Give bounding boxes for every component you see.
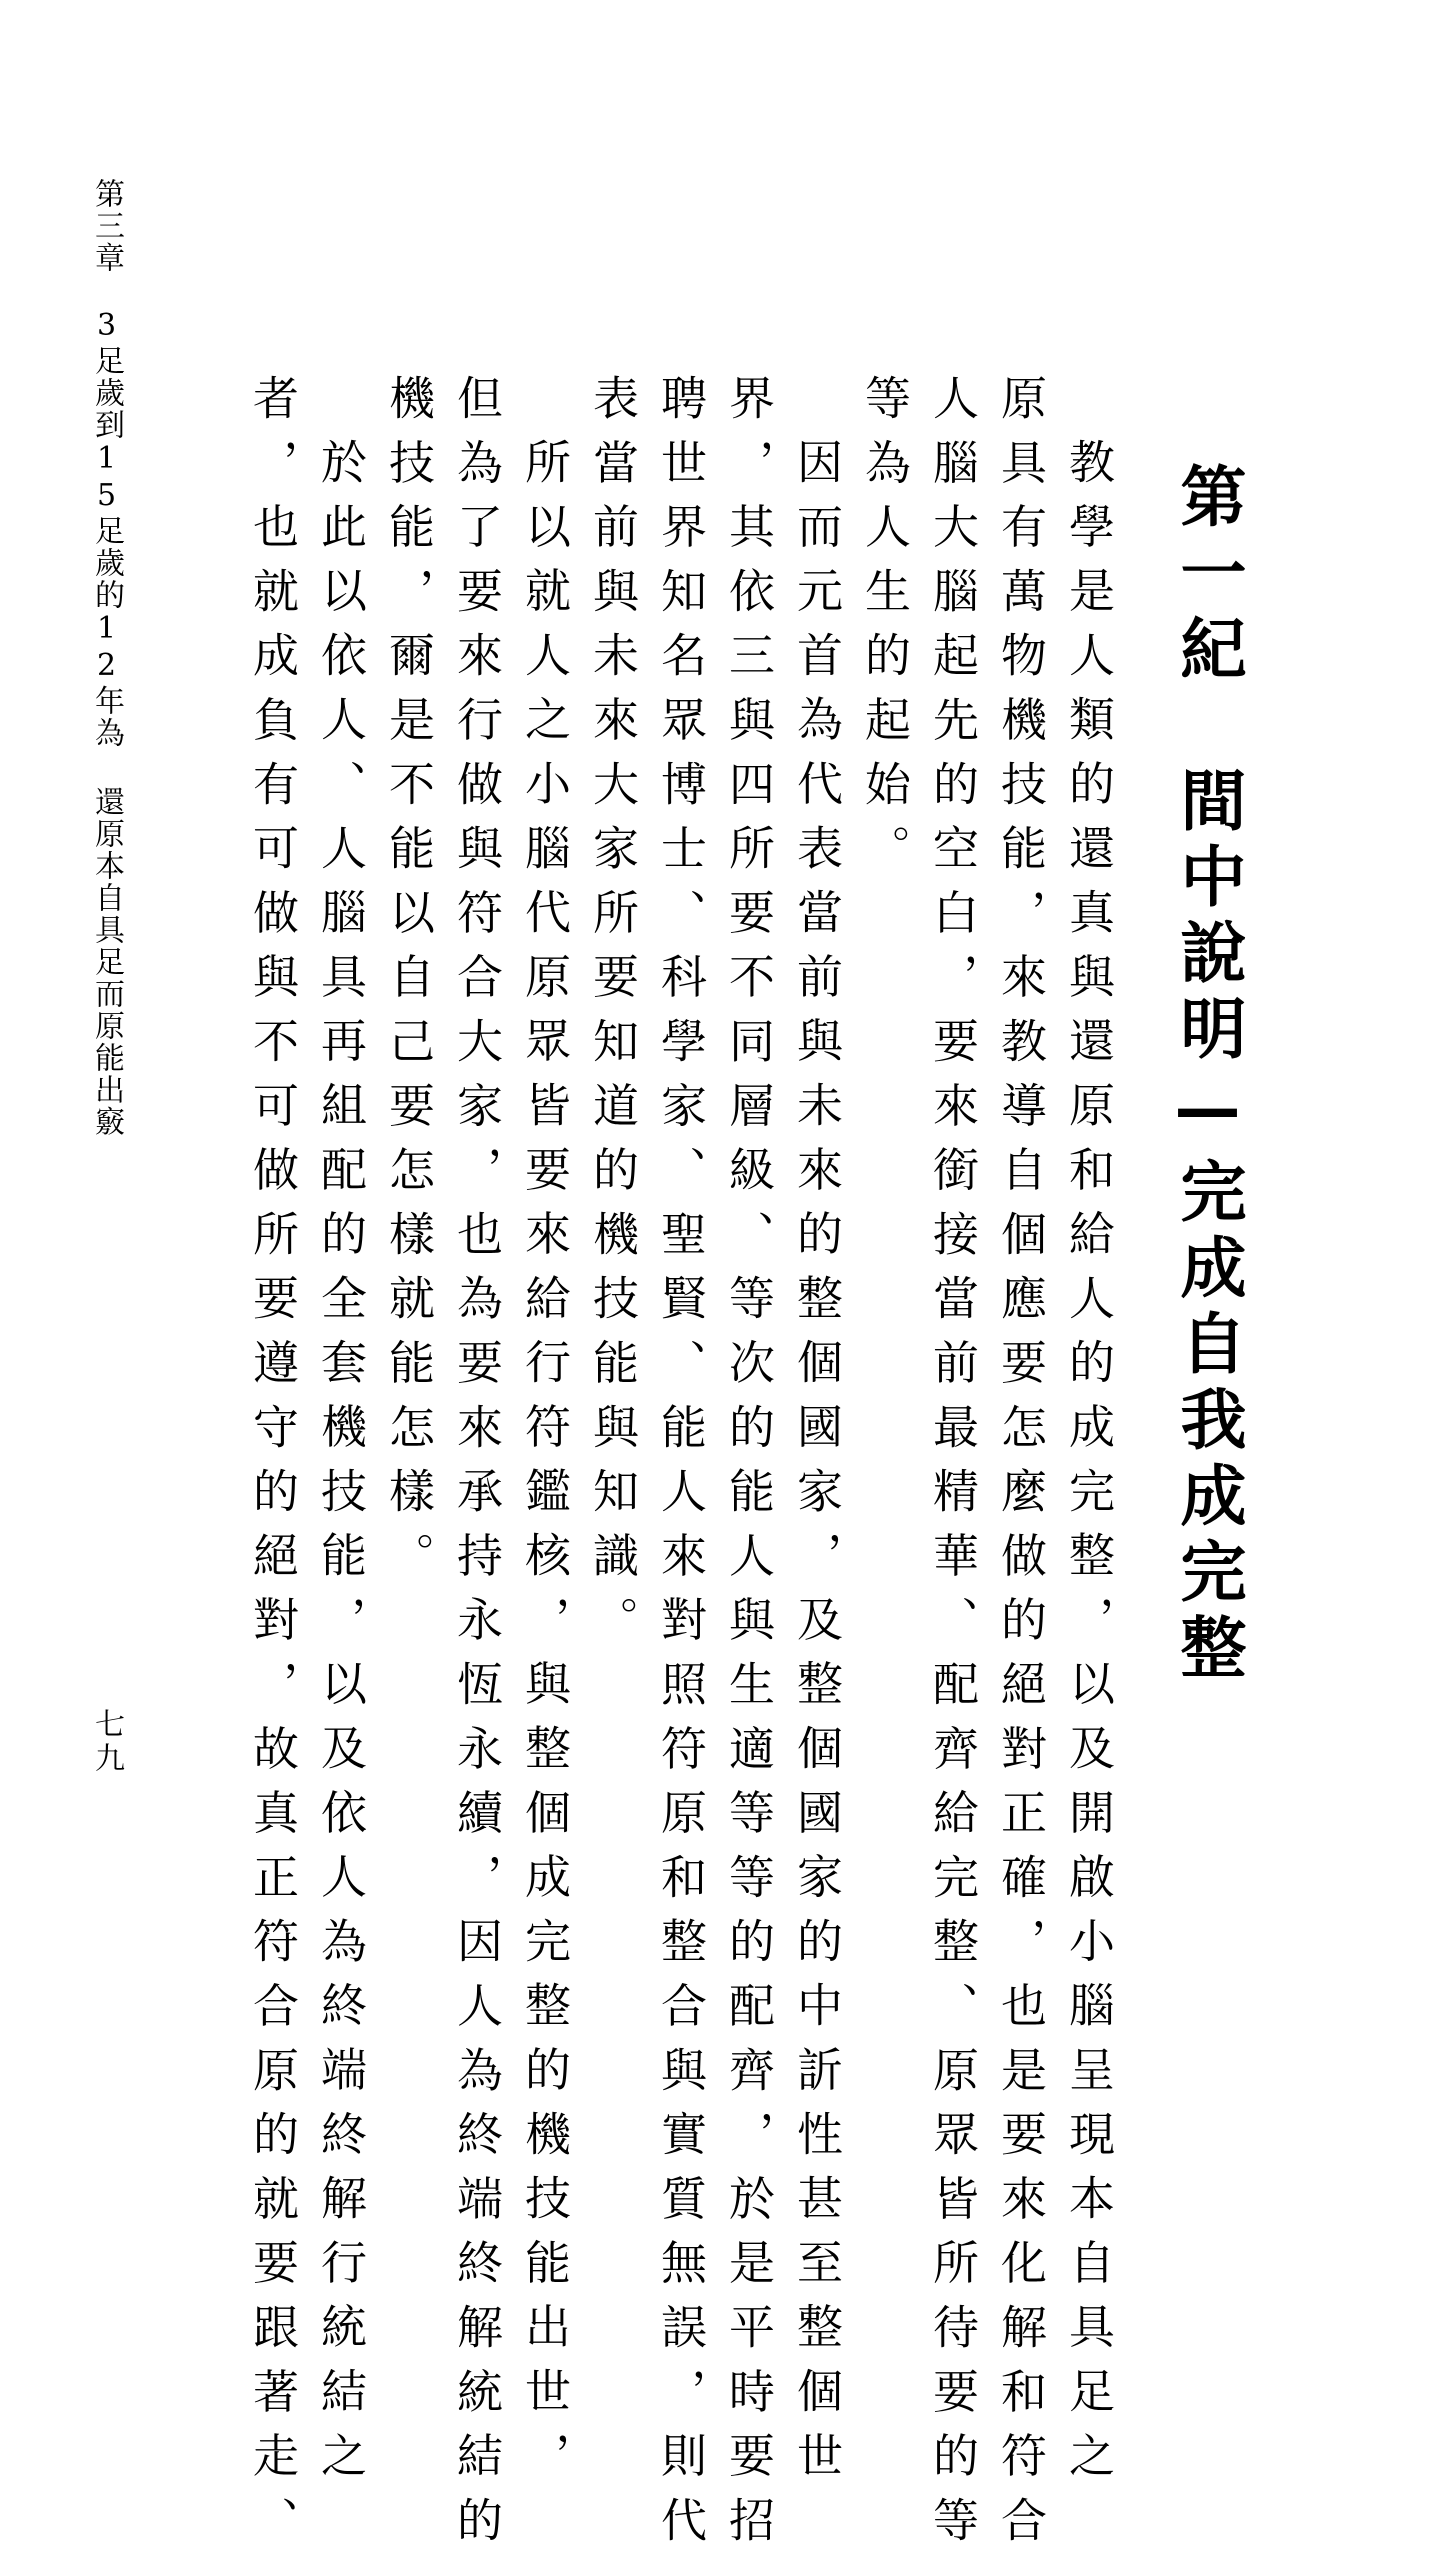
running-header-chapter: 第三章 (89, 178, 124, 274)
body-line: 機技能，爾是不能以自己要怎樣就能怎樣。 (382, 374, 436, 1596)
body-line: 者，也就成負有可做與不可做所要遵守的絕對，故真正符合原的就要跟著走、 (246, 374, 300, 2560)
body-line: 教學是人類的還真與還原和給人的成完整，以及開啟小腦呈現本自具足之 (1062, 438, 1116, 2496)
body-line: 等為人生的起始。 (858, 374, 912, 889)
chapter-title: 第一紀 間中說明—完成自我成完整 (1169, 462, 1246, 1689)
body-line: 界，其依三與四所要不同層級、等次的能人與生適等等的配齊，於是平時要招 (722, 374, 776, 2560)
body-line: 所以就人之小腦代原眾皆要來給行符鑑核，與整個成完整的機技能出世， (518, 438, 572, 2496)
running-header (84, 178, 128, 1138)
body-line: 於此以依人、人腦具再組配的全套機技能，以及依人為終端終解行統結之 (314, 438, 368, 2496)
body-line: 人腦大腦起先的空白，要來銜接當前最精華、配齊給完整、原眾皆所待要的等 (926, 374, 980, 2560)
body-line: 聘世界知名眾博士、科學家、聖賢、能人來對照符原和整合與實質無誤，則代 (654, 374, 708, 2560)
page-number: 七九 (89, 1708, 124, 1776)
body-line: 表當前與未來大家所要知道的機技能與知識。 (586, 374, 640, 1660)
body-line: 因而元首為代表當前與未來的整個國家，及整個國家的中訢性甚至整個世 (790, 438, 844, 2496)
body-line: 但為了要來行做與符合大家，也為要來承持永恆永續，因人為終端終解統結的 (450, 374, 504, 2560)
body-line: 原具有萬物機技能，來教導自個應要怎麼做的絕對正確，也是要來化解和符合 (994, 374, 1048, 2560)
running-header-section: 3足歲到15足歲的12年為 還原本自具足而原能出竅 (89, 308, 124, 1138)
